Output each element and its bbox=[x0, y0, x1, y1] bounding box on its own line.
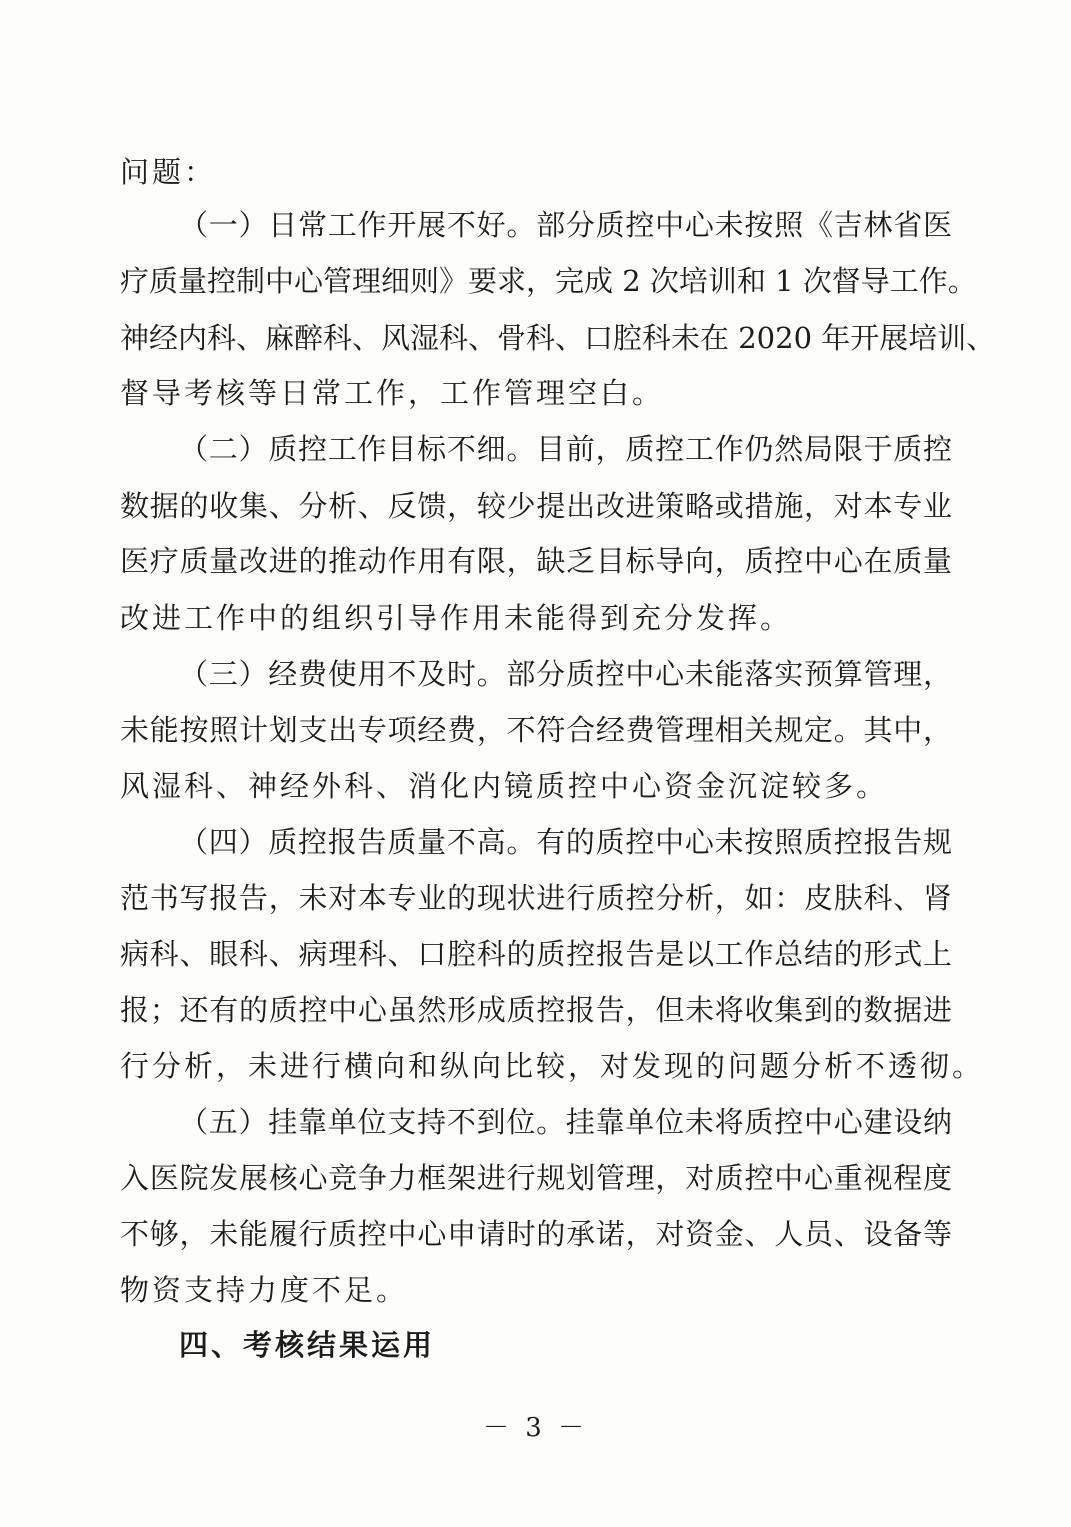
paragraph-line: （三）经费使用不及时。部分质控中心未能落实预算管理， bbox=[179, 657, 952, 691]
paragraph-line: 物资支持力度不足。 bbox=[120, 1273, 409, 1307]
paragraph-line: 医疗质量改进的推动作用有限，缺乏目标导向，质控中心在质量 bbox=[120, 544, 952, 578]
paragraph-line: 行分析，未进行横向和纵向比较，对发现的问题分析不透彻。 bbox=[120, 1049, 985, 1083]
paragraph-line: 未能按照计划支出专项经费，不符合经费管理相关规定。其中， bbox=[120, 713, 952, 747]
paragraph-line: （四）质控报告质量不高。有的质控中心未按照质控报告规 bbox=[179, 825, 952, 859]
paragraph-line: 报；还有的质控中心虽然形成质控报告，但未将收集到的数据进 bbox=[120, 993, 952, 1027]
paragraph-line: 疗质量控制中心管理细则》要求，完成 2 次培训和 1 次督导工作。 bbox=[120, 264, 977, 298]
paragraph-line: 范书写报告，未对本专业的现状进行质控分析，如：皮肤科、肾 bbox=[120, 881, 952, 915]
paragraph-line: 神经内科、麻醉科、风湿科、骨科、口腔科未在 2020 年开展培训、 bbox=[120, 321, 996, 355]
paragraph-line: 督导考核等日常工作，工作管理空白。 bbox=[120, 376, 665, 410]
paragraph-line: 不够，未能履行质控中心申请时的承诺，对资金、人员、设备等 bbox=[120, 1217, 952, 1251]
paragraph-line: （一）日常工作开展不好。部分质控中心未按照《吉林省医 bbox=[179, 208, 952, 242]
paragraph-line: 改进工作中的组织引导作用未能得到充分发挥。 bbox=[120, 601, 793, 635]
paragraph-line: 风湿科、神经外科、消化内镜质控中心资金沉淀较多。 bbox=[120, 769, 889, 803]
paragraph-line: 病科、眼科、病理科、口腔科的质控报告是以工作总结的形式上 bbox=[120, 937, 952, 971]
paragraph-line: （二）质控工作目标不细。目前，质控工作仍然局限于质控 bbox=[179, 432, 952, 466]
paragraph-line: 数据的收集、分析、反馈，较少提出改进策略或措施，对本专业 bbox=[120, 489, 952, 523]
paragraph-line: 问题： bbox=[120, 155, 217, 189]
paragraph-line: （五）挂靠单位支持不到位。挂靠单位未将质控中心建设纳 bbox=[179, 1105, 952, 1139]
section-heading: 四、考核结果运用 bbox=[179, 1328, 436, 1362]
page-number: － 3 － bbox=[482, 1413, 589, 1443]
paragraph-line: 入医院发展核心竞争力框架进行规划管理，对质控中心重视程度 bbox=[120, 1161, 952, 1195]
